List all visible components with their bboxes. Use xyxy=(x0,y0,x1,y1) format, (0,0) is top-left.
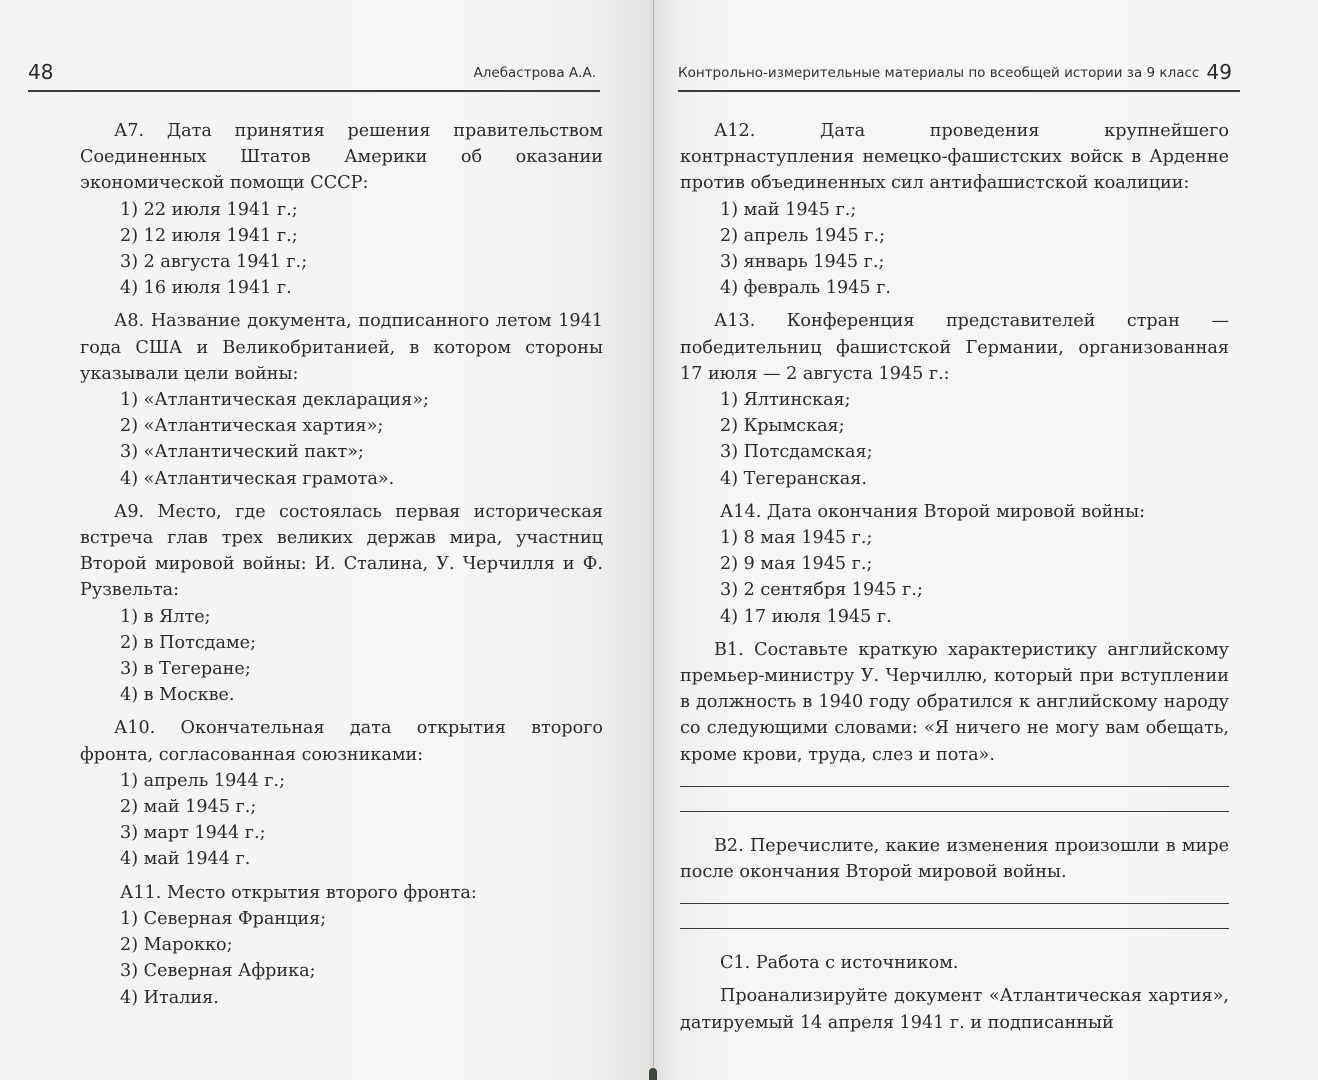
answer-options xyxy=(80,768,603,873)
question-text: В2. Перечислите, какие изменения произошли в мире после окончания Второй мировой войны. xyxy=(680,835,1229,883)
answer-option: 1) «Атлантическая декларация»; xyxy=(120,390,429,411)
answer-line xyxy=(680,903,1229,904)
answer-option: 4) «Атлантическая грамота». xyxy=(120,468,395,489)
answer-lines xyxy=(680,768,1229,826)
question-a12 xyxy=(680,118,1229,301)
right-page-content xyxy=(680,118,1229,1036)
answer-option: 2) 12 июля 1941 г.; xyxy=(120,225,298,246)
question-text: А7. Дата принятия решения правительством Соединенных Штатов Америки об оказании экономической помощи СССР: xyxy=(80,121,603,194)
right-running-head-text: Контрольно-измерительные материалы по всеобщей истории за 9 класс xyxy=(678,65,1200,81)
answer-option: 4) в Москве. xyxy=(120,685,235,706)
answer-options xyxy=(680,387,1229,492)
question-a9 xyxy=(80,499,603,709)
left-page-content xyxy=(80,118,603,1018)
question-text: А9. Место, где состоялась первая историческая встреча глав трех великих держав мира, участниц Второй мировой войны: И. Сталина, У. Черчилля и Ф. Рузвельта: xyxy=(80,501,603,601)
answer-options xyxy=(80,197,603,302)
answer-line xyxy=(680,811,1229,812)
answer-option: 2) в Потсдаме; xyxy=(120,632,257,653)
answer-lines xyxy=(680,885,1229,943)
answer-option: 3) «Атлантический пакт»; xyxy=(120,442,364,463)
answer-line xyxy=(680,928,1229,929)
question-a14 xyxy=(680,499,1229,630)
answer-options xyxy=(80,906,603,1011)
left-running-head-text: Алебастрова А.А. xyxy=(473,65,596,81)
answer-option: 4) Тегеранская. xyxy=(720,468,867,489)
question-text: А14. Дата окончания Второй мировой войны: xyxy=(720,501,1146,522)
answer-option: 2) май 1945 г.; xyxy=(120,797,257,818)
answer-option: 3) Северная Африка; xyxy=(120,961,316,982)
answer-option: 3) 2 августа 1941 г.; xyxy=(120,252,308,273)
answer-option: 3) в Тегеране; xyxy=(120,659,251,680)
section-title: С1. Работа с источником. xyxy=(720,953,959,974)
answer-option: 2) «Атлантическая хартия»; xyxy=(120,416,384,437)
answer-option: 3) 2 сентября 1945 г.; xyxy=(720,580,923,601)
answer-option: 2) Марокко; xyxy=(120,935,233,956)
answer-option: 1) 8 мая 1945 г.; xyxy=(720,528,873,549)
answer-option: 1) май 1945 г.; xyxy=(720,199,857,220)
question-b2 xyxy=(680,833,1229,943)
answer-option: 3) март 1944 г.; xyxy=(120,823,266,844)
question-a8 xyxy=(80,308,603,491)
answer-options xyxy=(680,525,1229,630)
answer-option: 1) 22 июля 1941 г.; xyxy=(120,199,298,220)
answer-options xyxy=(80,604,603,709)
question-text: А11. Место открытия второго фронта: xyxy=(120,882,477,903)
question-text: А8. Название документа, подписанного летом 1941 года США и Великобританией, в котором стороны указывали цели войны: xyxy=(80,311,603,384)
question-a7 xyxy=(80,118,603,301)
question-text: В1. Составьте краткую характеристику английскому премьер-министру У. Черчиллю, который при вступлении в должность в 1940 году обратился к английскому народу со следующими словами: «Я ничего не могу вам обещать, кроме крови, труда, слез и пота». xyxy=(680,639,1229,765)
answer-options xyxy=(680,197,1229,302)
question-b1 xyxy=(680,637,1229,826)
answer-option: 3) Потсдамская; xyxy=(720,442,873,463)
left-running-head xyxy=(28,62,600,92)
question-text: А12. Дата проведения крупнейшего контрнаступления немецко-фашистских войск в Арденне против объединенных сил антифашистской коалиции: xyxy=(680,121,1229,194)
answer-option: 2) 9 мая 1945 г.; xyxy=(720,554,873,575)
bookmark-ribbon xyxy=(649,1068,657,1080)
right-page-number: 49 xyxy=(1206,60,1232,84)
answer-option: 1) Северная Франция; xyxy=(120,908,327,929)
answer-options xyxy=(80,387,603,492)
question-text: А13. Конференция представителей стран — победительниц фашистской Германии, организованная 17 июля — 2 августа 1945 г.: xyxy=(680,311,1229,384)
answer-option: 1) апрель 1944 г.; xyxy=(120,770,285,791)
answer-option: 4) 16 июля 1941 г. xyxy=(120,278,292,299)
answer-line xyxy=(680,786,1229,787)
answer-option: 4) 17 июля 1945 г. xyxy=(720,606,892,627)
question-a10 xyxy=(80,715,603,872)
right-running-head xyxy=(678,62,1240,92)
answer-option: 2) Крымская; xyxy=(720,416,845,437)
question-a13 xyxy=(680,308,1229,491)
c1-instruction-text: Проанализируйте документ «Атлантическая хартия», датируемый 14 апреля 1941 г. и подписанный xyxy=(680,986,1229,1033)
answer-option: 1) Ялтинская; xyxy=(720,390,851,411)
answer-option: 4) Италия. xyxy=(120,987,219,1008)
answer-option: 2) апрель 1945 г.; xyxy=(720,225,885,246)
question-a11 xyxy=(80,880,603,1011)
answer-option: 1) в Ялте; xyxy=(120,606,211,627)
question-c1 xyxy=(680,950,1229,976)
question-text: А10. Окончательная дата открытия второго фронта, согласованная союзниками: xyxy=(80,718,603,765)
answer-option: 4) февраль 1945 г. xyxy=(720,278,892,299)
answer-option: 3) январь 1945 г.; xyxy=(720,252,885,273)
left-page-number: 48 xyxy=(28,60,54,84)
answer-option: 4) май 1944 г. xyxy=(120,849,251,870)
book-gutter xyxy=(653,0,654,1080)
